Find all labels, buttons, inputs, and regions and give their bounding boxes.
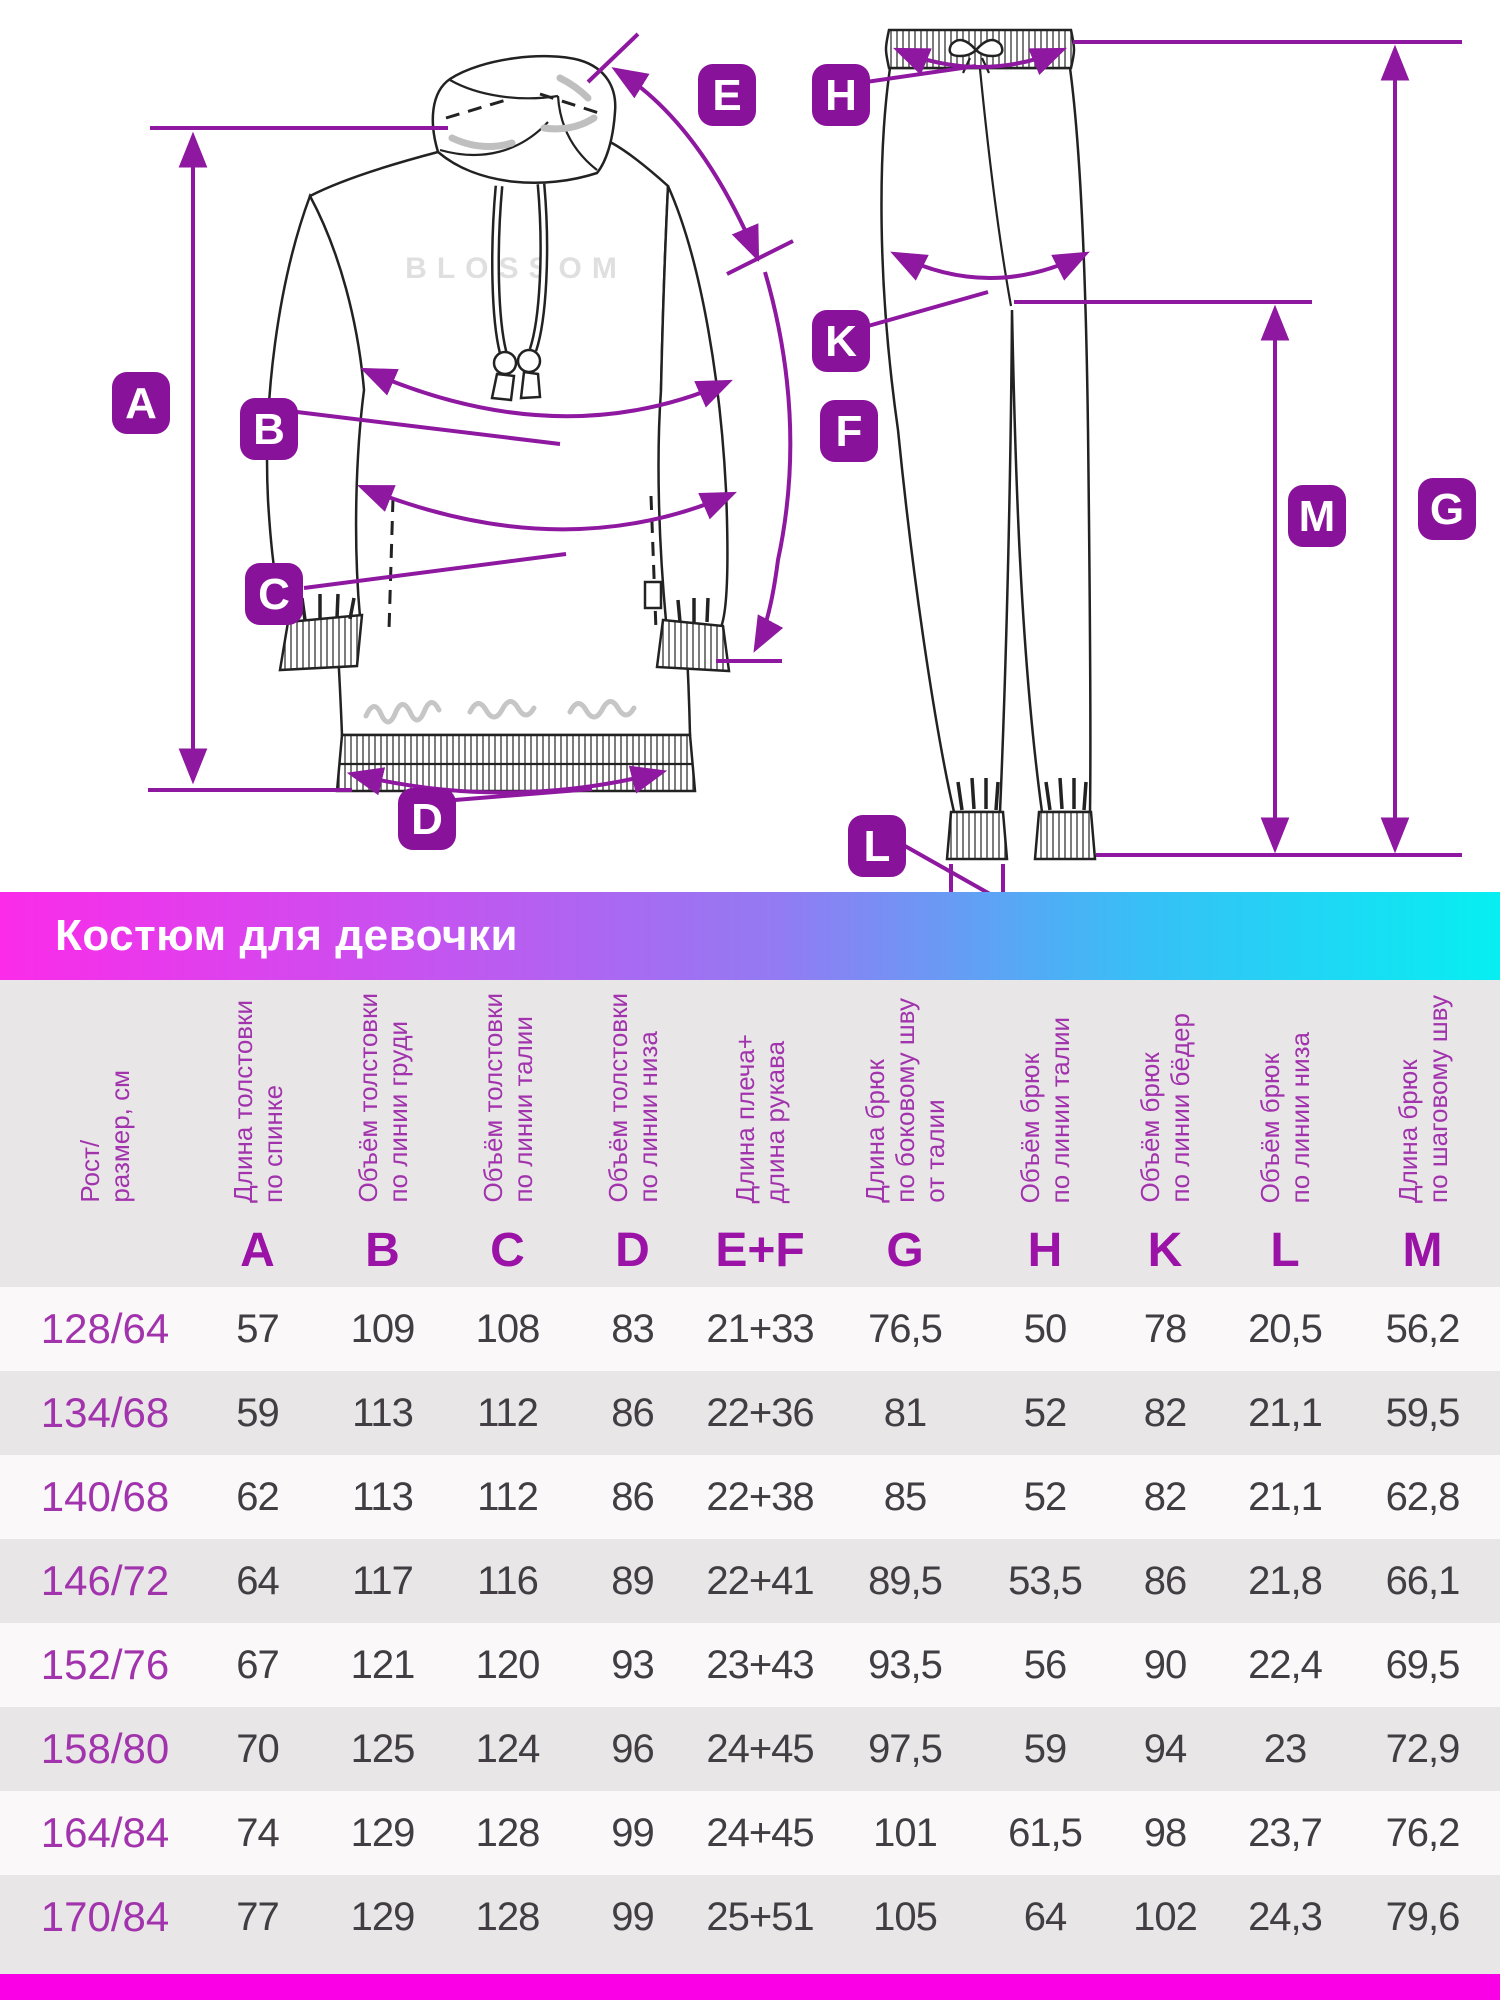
column-letter: K — [1147, 1223, 1183, 1277]
badge-B — [240, 398, 298, 460]
table-row: 146/72 64 117 116 89 22+41 89,5 53,5 86 21,8 66,1 — [0, 1539, 1500, 1623]
table-footer-strip — [0, 1959, 1500, 1974]
bottom-accent-bar — [0, 1974, 1500, 2000]
garment-drawing — [0, 0, 1500, 892]
column-header-L: Объём брюк по линии низа L — [1225, 980, 1345, 1287]
column-letter: M — [1402, 1223, 1443, 1277]
table-row: 128/64 57 109 108 83 21+33 76,5 50 78 20,5 56,2 — [0, 1287, 1500, 1371]
svg-text:C: C — [258, 570, 290, 619]
size-cell: 134/68 — [40, 1389, 170, 1436]
pocket-tag — [645, 582, 661, 608]
ankle-cuff-right — [1035, 812, 1095, 859]
column-header-H: Объём брюк по линии талии H — [985, 980, 1105, 1287]
badge-H — [812, 64, 870, 126]
column-letter: G — [886, 1223, 924, 1277]
svg-text:B: B — [253, 405, 285, 454]
table-body — [0, 1287, 1500, 1959]
table-row: 164/84 74 129 128 99 24+45 101 61,5 98 23,7 76,2 — [0, 1791, 1500, 1875]
column-header-D: Объём толстовки по линии низа D — [570, 980, 695, 1287]
column-letter: C — [490, 1223, 525, 1277]
shoulder-tick — [727, 241, 793, 274]
svg-text:K: K — [825, 317, 857, 366]
badge-L — [848, 815, 906, 877]
page-title: Костюм для девочки — [55, 911, 518, 960]
badge-E — [698, 64, 756, 126]
svg-text:G: G — [1429, 485, 1465, 534]
badge-M — [1288, 485, 1346, 547]
column-header-C: Объём толстовки по линии талии C — [445, 980, 570, 1287]
column-header-G: Длина брюк по боковому шву от талии G — [825, 980, 985, 1287]
column-header-A: Длина толстовки по спинке A — [195, 980, 320, 1287]
pants-legs — [881, 68, 1090, 812]
column-header-B: Объём толстовки по линии груди B — [320, 980, 445, 1287]
table-row: 134/68 59 113 112 86 22+36 81 52 82 21,1 59,5 — [0, 1371, 1500, 1455]
size-cell: 158/80 — [40, 1725, 170, 1772]
column-letter: L — [1270, 1223, 1300, 1277]
column-letter: A — [240, 1223, 275, 1277]
badge-D — [398, 788, 456, 850]
svg-text:E: E — [712, 71, 742, 120]
measure-F-arc — [756, 272, 790, 648]
svg-text:F: F — [835, 407, 863, 456]
size-cell: 128/64 — [40, 1305, 170, 1352]
svg-text:D: D — [411, 795, 443, 844]
column-header-K: Объём брюк по линии бёдер K — [1105, 980, 1225, 1287]
svg-text:H: H — [825, 71, 857, 120]
table-row: 158/80 70 125 124 96 24+45 97,5 59 94 23 72,9 — [0, 1707, 1500, 1791]
column-header-M: Длина брюк по шаговому шву M — [1345, 980, 1500, 1287]
svg-text:L: L — [863, 822, 891, 871]
table-row: 170/84 77 129 128 99 25+51 105 64 102 24,3 79,6 — [0, 1875, 1500, 1959]
svg-text:M: M — [1298, 492, 1336, 541]
size-cell: 152/76 — [40, 1641, 170, 1688]
column-header-EF: Длина плеча+ длина рукава E+F — [695, 980, 825, 1287]
badge-K — [812, 310, 870, 372]
pants-sketch — [863, 30, 1465, 892]
cuff-right — [657, 620, 729, 671]
measure-E-tick — [588, 34, 638, 82]
svg-text:A: A — [125, 379, 157, 428]
table-row: 152/76 67 121 120 93 23+43 93,5 56 90 22,4 69,5 — [0, 1623, 1500, 1707]
table-row: 140/68 62 113 112 86 22+38 85 52 82 21,1 62,8 — [0, 1455, 1500, 1539]
size-cell: 170/84 — [40, 1893, 170, 1940]
column-header-size — [15, 980, 195, 1287]
column-letter: H — [1027, 1223, 1063, 1277]
size-cell: 164/84 — [40, 1809, 170, 1856]
size-cell: 146/72 — [40, 1557, 170, 1604]
garment-figure — [0, 0, 1500, 892]
badge-A — [112, 372, 170, 434]
column-letter: B — [365, 1223, 400, 1277]
title-bar — [0, 892, 1500, 980]
column-header-label: Рост/ размер, см — [75, 1070, 135, 1203]
hoodie-sleeve-right — [659, 186, 728, 627]
ankle-cuff-left — [947, 812, 1007, 859]
badge-C — [245, 563, 303, 625]
table-header — [0, 980, 1500, 1287]
size-cell: 140/68 — [40, 1473, 170, 1520]
column-letter: D — [615, 1223, 650, 1277]
column-letter: E+F — [715, 1223, 805, 1277]
brand-watermark: BLOSSOM — [405, 252, 627, 285]
badge-F — [820, 400, 878, 462]
badge-G — [1418, 478, 1476, 540]
